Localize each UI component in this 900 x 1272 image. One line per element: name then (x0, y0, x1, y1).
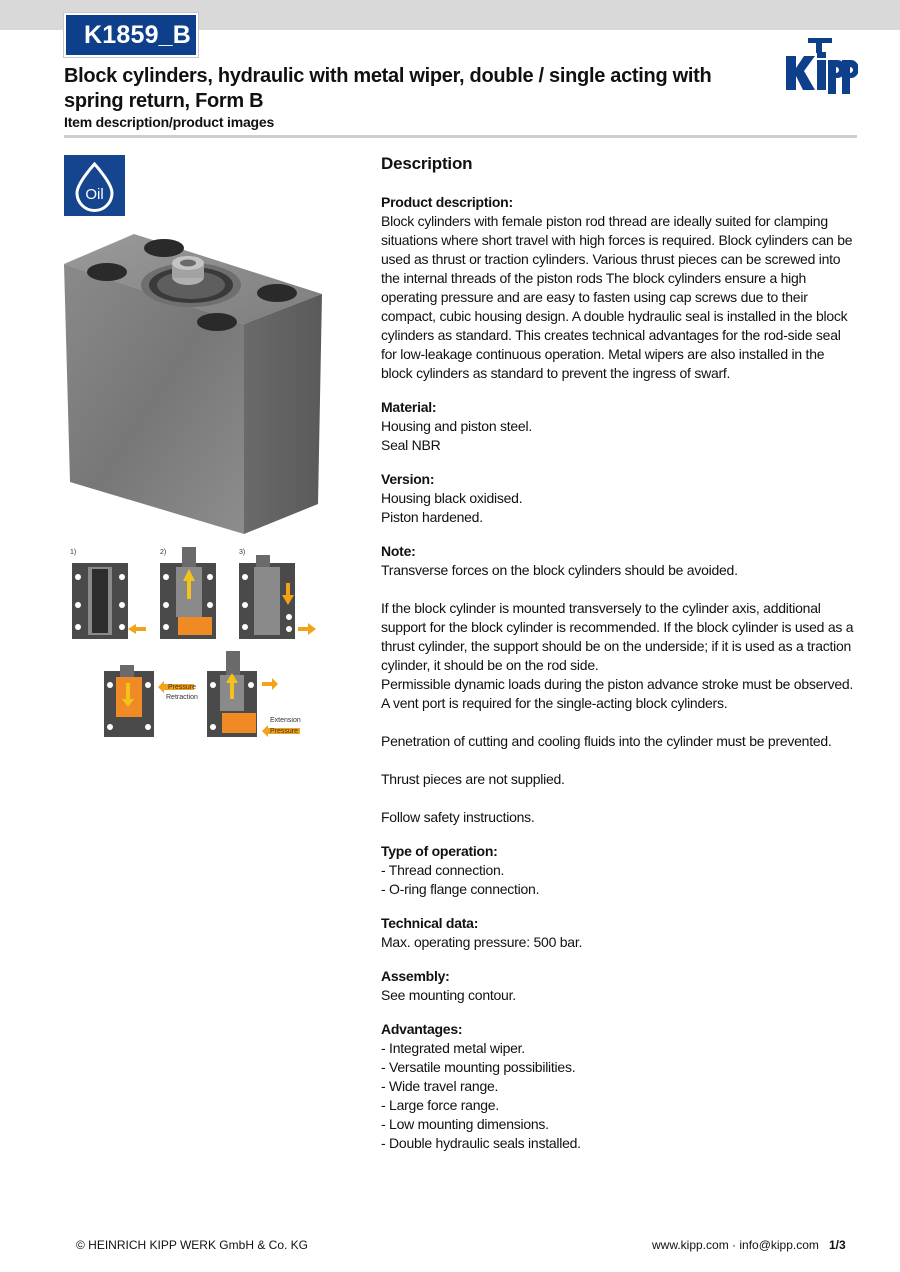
material-line: Housing and piston steel. (381, 418, 532, 434)
step-label-3: 3) (239, 549, 246, 556)
footer-contact[interactable]: www.kipp.com · info@kipp.com (652, 1238, 819, 1252)
description-heading: Description (381, 154, 473, 173)
version-heading: Version: (381, 471, 435, 487)
note-paragraph: Follow safety instructions. (381, 809, 535, 825)
product-description-section (381, 193, 856, 383)
operation-section (381, 842, 856, 899)
note-vent-port-text: A vent port is required for the single-acting block cylinders. (381, 695, 728, 711)
version-line: Piston hardened. (381, 509, 483, 525)
advantage-item: - Integrated metal wiper. (381, 1040, 525, 1056)
material-heading: Material: (381, 399, 437, 415)
advantage-item: - Wide travel range. (381, 1078, 499, 1094)
advantage-item: - Double hydraulic seals installed. (381, 1135, 581, 1151)
material-line: Seal NBR (381, 437, 441, 453)
note-heading: Note: (381, 543, 416, 559)
article-code-badge: K1859_B (64, 13, 198, 57)
assembly-section (381, 967, 856, 1005)
assembly-heading: Assembly: (381, 968, 450, 984)
description-panel (381, 150, 856, 1168)
step-label-2: 2) (160, 549, 167, 556)
version-line: Housing black oxidised. (381, 490, 523, 506)
material-section (381, 398, 856, 455)
advantage-item: - Large force range. (381, 1097, 499, 1113)
step-label-1: 1) (70, 549, 77, 556)
note-paragraph: Thrust pieces are not supplied. (381, 771, 565, 787)
note-paragraph: Penetration of cutting and cooling fluids into the cylinder must be prevented. (381, 733, 832, 749)
technical-data-section (381, 914, 856, 952)
label-pressure-2: Pressure (270, 728, 299, 735)
technical-data-line: Max. operating pressure: 500 bar. (381, 934, 583, 950)
product-image-block-cylinder (64, 230, 324, 535)
oil-icon-label: Oil (85, 186, 104, 203)
operation-line: - O-ring flange connection. (381, 881, 540, 897)
operation-heading: Type of operation: (381, 843, 498, 859)
assembly-line: See mounting contour. (381, 987, 516, 1003)
header-divider (64, 135, 857, 138)
label-retraction: Retraction (166, 694, 198, 701)
label-extension: Extension (270, 717, 301, 724)
product-description-text: Block cylinders with female piston rod thread are ideally suited for clamping situations where short travel with high forces is required. Block cylinders can be used as thrust or traction cylinders. Various thrust pieces can be screwed into the internal threads of the piston rods The block cylinders ensure a high operating pressure and are easy to fasten using cap screws due to their compact, cubic housing design. A double hydraulic seal is installed in the block cylinders as standard. This creates technical advantages for the rod-side seal for low-leakage continuous operation. Metal wipers are also installed in the block cylinders as standard to prevent the ingress of swarf. (381, 213, 853, 381)
note-section (381, 542, 856, 827)
operation-line: - Thread connection. (381, 862, 505, 878)
page-subtitle: Item description/product images (64, 114, 275, 130)
label-pressure: Pressure (168, 684, 197, 691)
oil-drop-icon (64, 155, 125, 216)
page-title: Block cylinders, hydraulic with metal wiper, double / single acting with spring return, Form B (64, 65, 712, 112)
advantage-item: - Versatile mounting possibilities. (381, 1059, 576, 1075)
advantages-section (381, 1020, 856, 1153)
function-diagram (64, 543, 324, 748)
kipp-logo (784, 38, 858, 94)
technical-data-heading: Technical data: (381, 915, 479, 931)
logo-text: Kipp (784, 38, 787, 39)
version-section (381, 470, 856, 527)
product-description-heading: Product description: (381, 194, 513, 210)
note-paragraph: Transverse forces on the block cylinders should be avoided. (381, 562, 738, 578)
note-dynamic-loads-text: Permissible dynamic loads during the piston advance stroke must be observed. (381, 676, 854, 692)
advantages-heading: Advantages: (381, 1021, 463, 1037)
advantage-item: - Low mounting dimensions. (381, 1116, 549, 1132)
note-paragraph (381, 599, 856, 713)
note-support-text: If the block cylinder is mounted transversely to the cylinder axis, additional support for the block cylinder is recommended. If the block cylinder is used as a thrust cylinder, the support should be on the underside; if it is used as a traction cylinder, it should be on the rod side. (381, 600, 854, 673)
footer-copyright: © HEINRICH KIPP WERK GmbH & Co. KG (76, 1238, 308, 1252)
footer-page-number: 1/3 (829, 1238, 846, 1252)
